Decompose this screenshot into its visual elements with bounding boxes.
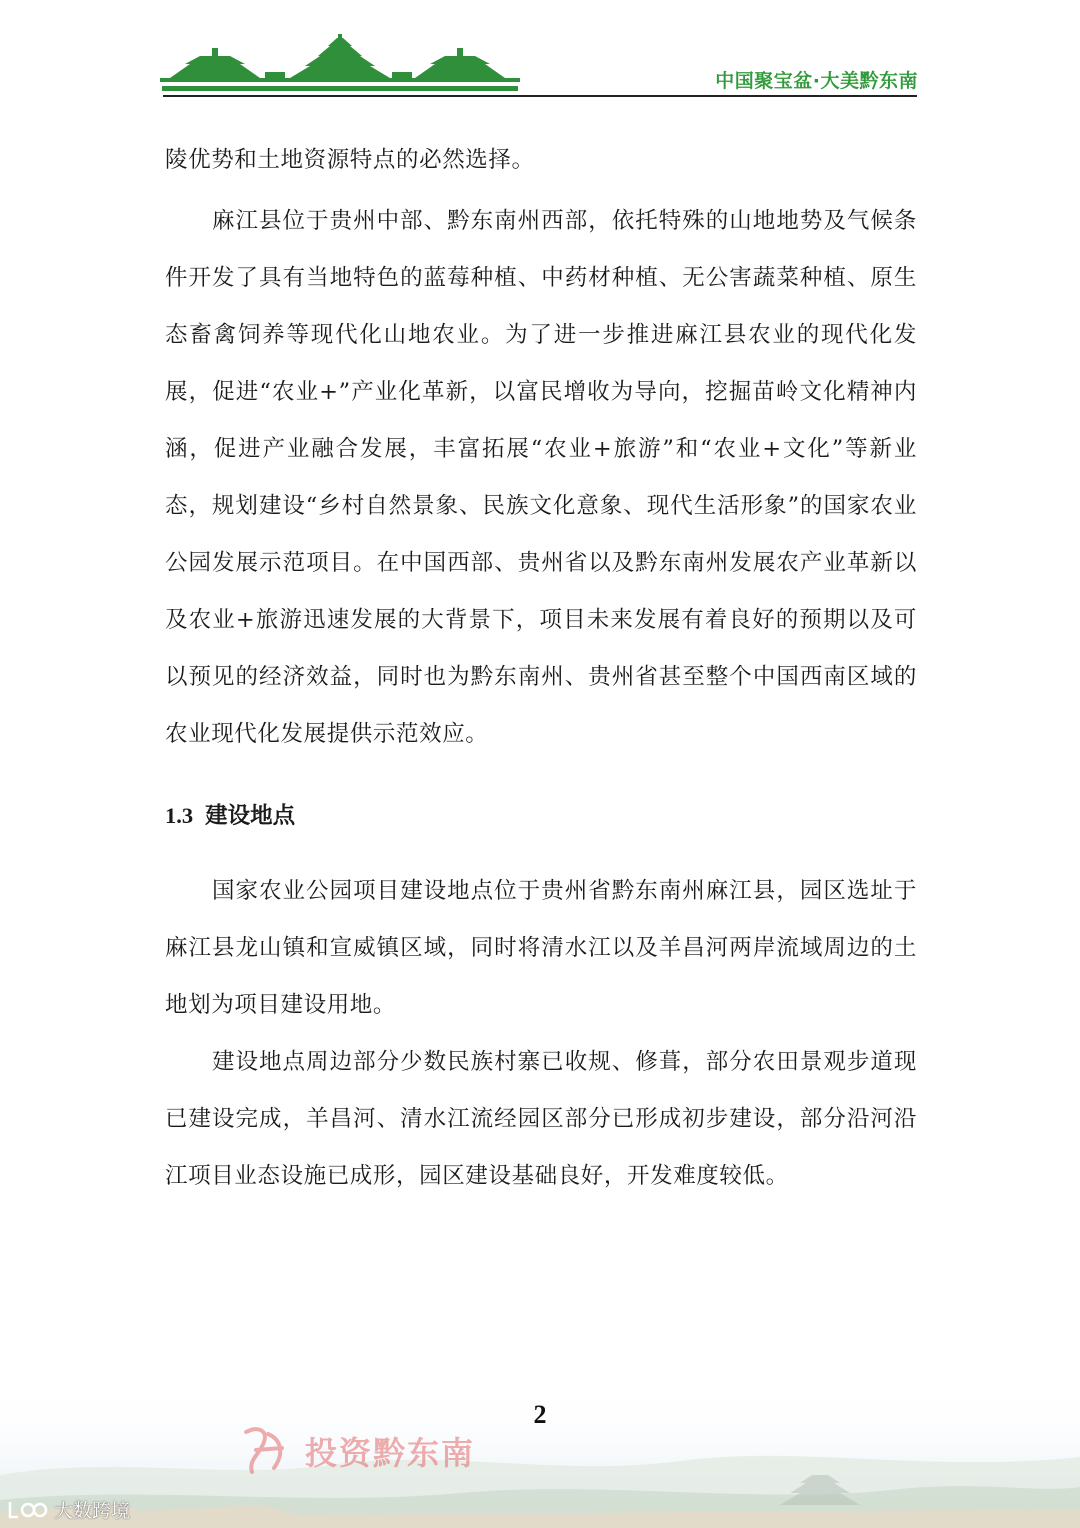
paragraph-continuation: 陵优势和土地资源特点的必然选择。: [165, 147, 535, 173]
section-heading: [165, 787, 917, 845]
section-title: 建设地点: [205, 803, 296, 829]
footer-logo-text: 投资黔东南: [305, 1434, 476, 1472]
watermark-text: 大数跨境: [54, 1500, 131, 1522]
drum-tower-skyline-icon: [160, 34, 520, 96]
watermark: [6, 1496, 130, 1523]
paragraph-site-status: 建设地点周边部分少数民族村寨已收规、修葺，部分农田景观步道现已建设完成，羊昌河、清水江流经园区部分已形成初步建设，部分沿河沿江项目业态设施已成形，园区建设基础良好，开发难度较低。: [165, 1049, 917, 1189]
paragraph-location: 国家农业公园项目建设地点位于贵州省黔东南州麻江县，园区选址于麻江县龙山镇和宣威镇区域，同时将清水江以及羊昌河两岸流域周边的土地划为项目建设用地。: [165, 878, 917, 1018]
header-divider: [163, 95, 917, 97]
header-slogan: 中国聚宝盆·大美黔东南: [715, 70, 918, 92]
document-body: [165, 132, 917, 1205]
page-number: 2: [533, 1400, 547, 1429]
ls-logo-icon: [6, 1499, 48, 1521]
page-header: [0, 0, 1080, 100]
section-number: 1.3: [165, 803, 194, 828]
paragraph-majiang-overview: 麻江县位于贵州中部、黔东南州西部，依托特殊的山地地势及气候条件开发了具有当地特色的蓝莓种植、中药材种植、无公害蔬菜种植、原生态畜禽饲养等现代化山地农业。为了进一步推进麻江县农业的现代化发展，促进“农业+”产业化革新，以富民增收为导向，挖掘苗岭文化精神内涵，促进产业融合发展，丰富拓展“农业+旅游”和“农业+文化”等新业态，规划建设“乡村自然景象、民族文化意象、现代生活形象”的国家农业公园发展示范项目。在中国西部、贵州省以及黔东南州发展农产业革新以及农业+旅游迅速发展的大背景下，项目未来发展有着良好的预期以及可以预见的经济效益，同时也为黔东南州、贵州省甚至整个中国西南区域的农业现代化发展提供示范效应。: [165, 208, 917, 747]
